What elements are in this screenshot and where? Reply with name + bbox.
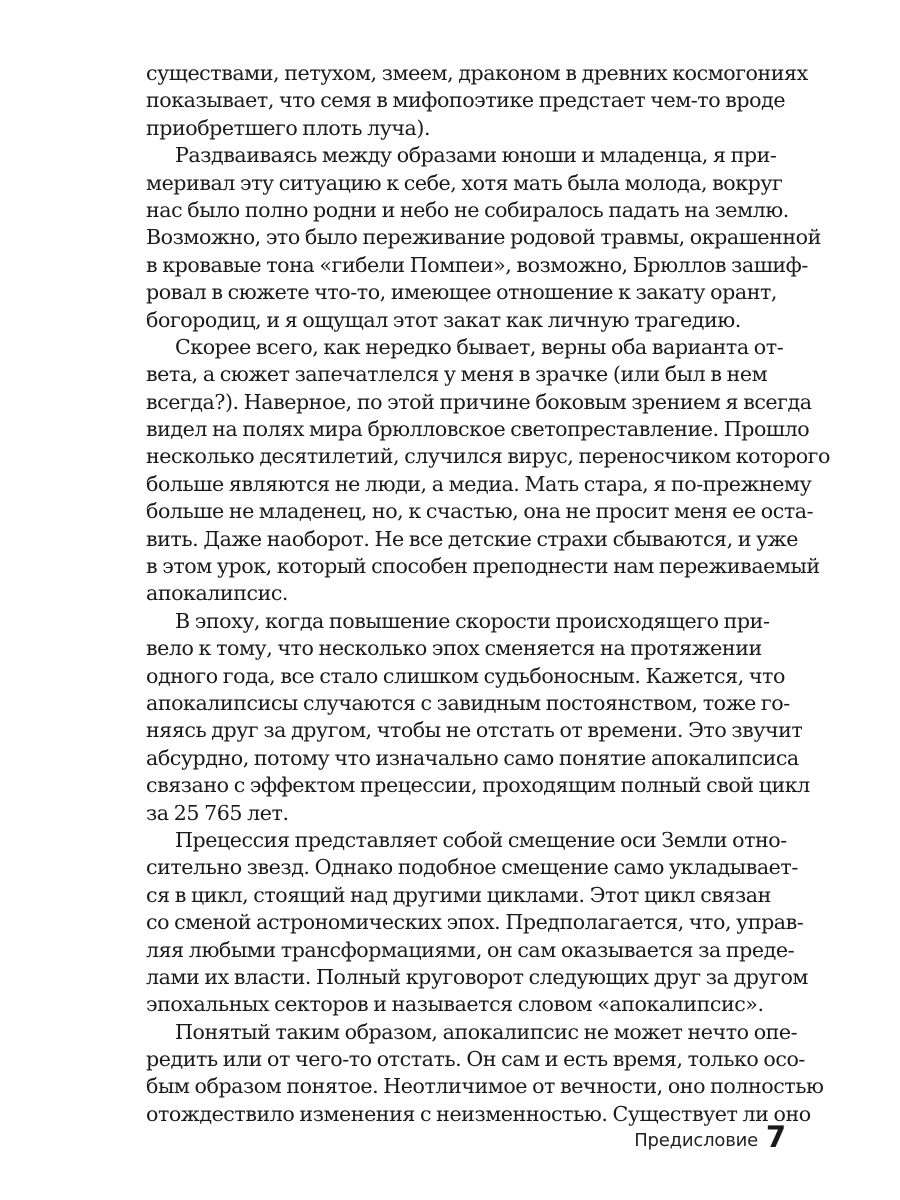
- text-line: ровал в сюжете что-то, имеющее отношение к закату орант,: [146, 280, 778, 305]
- text-line: ся в цикл, стоящий над другими циклами. Этот цикл связан: [146, 882, 771, 907]
- text-line: существами, петухом, змеем, драконом в древних космогониях: [146, 61, 808, 85]
- paragraph: [146, 608, 810, 827]
- paragraph: [146, 142, 821, 334]
- text-line: ляя любыми трансформациями, он сам оказывается за преде-: [146, 937, 795, 962]
- text-line: В эпоху, когда повышение скорости происходящего при-: [175, 608, 770, 633]
- text-line: в этом урок, который способен преподнести нам переживаемый: [146, 554, 820, 579]
- body-text: [146, 60, 830, 1128]
- text-line: Скорее всего, как нередко бывает, верны оба варианта от-: [175, 334, 784, 359]
- text-line: лами их власти. Полный круговорот следующих друг за другом: [146, 964, 808, 989]
- text-line: Возможно, это было переживание родовой травмы, окрашенной: [146, 225, 821, 250]
- page-footer: [0, 1113, 900, 1153]
- text-line: апокалипсисы случаются с завидным постоянством, тоже го-: [146, 690, 790, 715]
- text-line: больше не младенец, но, к счастью, она не просит меня ее оста-: [146, 499, 814, 524]
- paragraph: [146, 60, 808, 142]
- paragraph: [146, 827, 808, 1019]
- text-line: меривал эту ситуацию к себе, хотя мать была молода, вокруг: [146, 170, 783, 195]
- text-line: всегда?). Наверное, по этой причине боковым зрением я всегда: [146, 389, 812, 414]
- text-line: Раздваиваясь между образами юноши и младенца, я при-: [175, 143, 777, 168]
- text-line: Понятый таким образом, апокалипсис не может нечто опе-: [175, 1019, 798, 1044]
- text-line: отождествило изменения с неизменностью. Существует ли оно: [146, 1101, 811, 1126]
- text-line: редить или от чего-то отстать. Он сам и есть время, только осо-: [146, 1047, 805, 1072]
- text-line: со сменой астрономических эпох. Предполагается, что, управ-: [146, 910, 804, 935]
- text-line: нас было полно родни и небо не собиралось падать на землю.: [146, 197, 789, 222]
- text-line: приобретшего плоть луча).: [146, 115, 431, 140]
- text-line: абсурдно, потому что изначально само понятие апокалипсиса: [146, 745, 799, 770]
- text-line: апокалипсис.: [146, 581, 289, 606]
- text-line: бым образом понятое. Неотличимое от вечности, оно полностью: [146, 1074, 824, 1099]
- text-line: одного года, все стало слишком судьбоносным. Кажется, что: [146, 663, 785, 688]
- text-line: связано с эффектом прецессии, проходящим полный свой цикл: [146, 773, 810, 798]
- text-line: няясь друг за другом, чтобы не отстать от времени. Это звучит: [146, 718, 803, 743]
- paragraph: [146, 1019, 824, 1129]
- text-line: видел на полях мира брюлловское светопреставление. Прошло: [146, 417, 810, 442]
- text-line: в кровавые тона «гибели Помпеи», возможно, Брюллов зашиф-: [146, 252, 808, 277]
- text-line: вета, а сюжет запечатлелся у меня в зрачке (или был в нем: [146, 362, 768, 387]
- text-line: несколько десятилетий, случился вирус, переносчиком которого: [146, 444, 830, 469]
- text-line: показывает, что семя в мифопоэтике предстает чем-то вроде: [146, 88, 786, 113]
- page-number: 7: [765, 1120, 786, 1154]
- text-line: богородиц, и я ощущал этот закат как личную трагедию.: [146, 307, 741, 332]
- text-line: за 25 765 лет.: [146, 800, 289, 825]
- paragraph: [146, 334, 830, 608]
- text-line: больше являются не люди, а медиа. Мать стара, я по-прежнему: [146, 471, 812, 496]
- text-line: сительно звезд. Однако подобное смещение само укладывает-: [146, 855, 798, 880]
- text-line: Прецессия представляет собой смещение оси Земли отно-: [175, 827, 787, 852]
- text-line: вело к тому, что несколько эпох сменяется на протяжении: [146, 636, 762, 661]
- running-footer-section-title: Предисловие: [634, 1130, 758, 1151]
- text-line: эпохальных секторов и называется словом «апокалипсис».: [146, 992, 764, 1017]
- text-line: вить. Даже наоборот. Не все детские страхи сбываются, и уже: [146, 526, 799, 551]
